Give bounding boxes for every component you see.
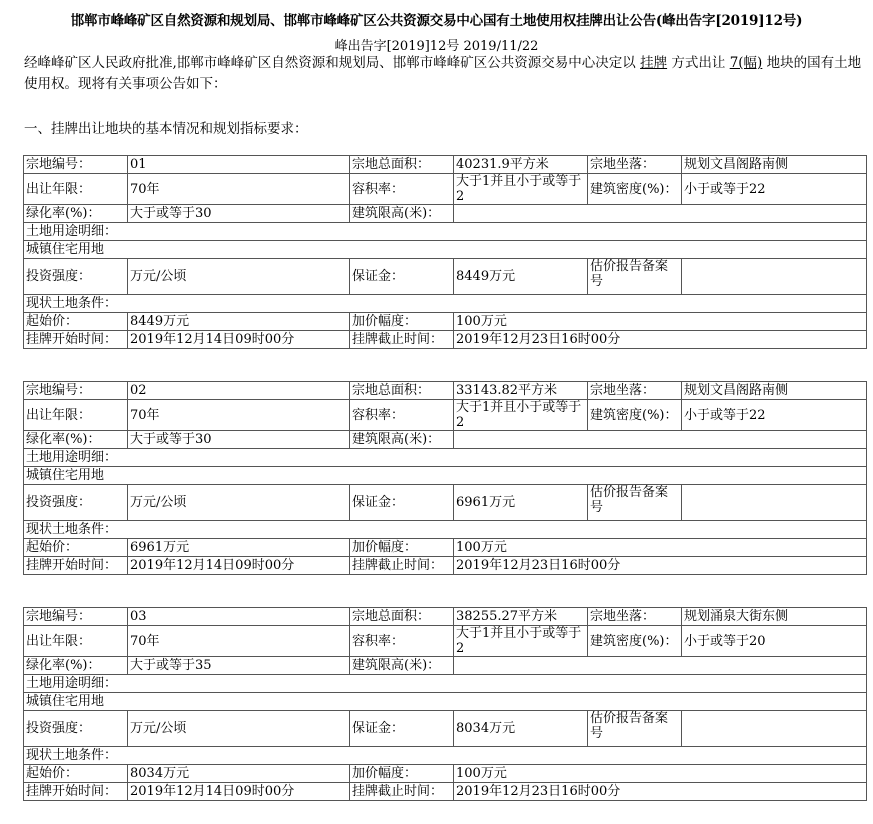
table-row <box>24 557 867 575</box>
height-label: 建筑限高(米)： <box>350 205 454 223</box>
table-row <box>24 467 867 485</box>
height-label: 建筑限高(米)： <box>350 431 454 449</box>
term-label: 出让年限： <box>24 626 128 657</box>
deposit-value: 8449万元 <box>454 259 588 295</box>
appraisal-label: 估价报告备案号 <box>588 259 682 295</box>
density-value: 小于或等于20 <box>682 626 867 657</box>
lot-table-01 <box>23 155 867 349</box>
location-label: 宗地坐落： <box>588 156 682 174</box>
table-row <box>24 449 867 467</box>
use-label: 土地用途明细： <box>24 449 867 467</box>
location-label: 宗地坐落： <box>588 608 682 626</box>
term-value: 70年 <box>128 174 350 205</box>
invest-value: 万元/公顷 <box>128 259 350 295</box>
intro-text-middle: 方式出让 <box>667 55 730 71</box>
section-heading-1: 一、挂牌出让地块的基本情况和规划指标要求： <box>24 121 308 137</box>
appraisal-value <box>682 711 867 747</box>
start-time-value: 2019年12月14日09时00分 <box>128 783 350 801</box>
invest-value: 万元/公顷 <box>128 485 350 521</box>
far-value: 大于1并且小于或等于2 <box>454 400 588 431</box>
far-value: 大于1并且小于或等于2 <box>454 174 588 205</box>
term-label: 出让年限： <box>24 174 128 205</box>
location-value: 规划文昌阁路南侧 <box>682 156 867 174</box>
increment-label: 加价幅度： <box>350 765 454 783</box>
start-price-value: 8034万元 <box>128 765 350 783</box>
start-price-value: 6961万元 <box>128 539 350 557</box>
density-label: 建筑密度(%)： <box>588 400 682 431</box>
use-label: 土地用途明细： <box>24 223 867 241</box>
lot-table-02 <box>23 381 867 575</box>
use-value: 城镇住宅用地 <box>24 467 867 485</box>
table-row <box>24 711 867 747</box>
appraisal-value <box>682 259 867 295</box>
table-row <box>24 223 867 241</box>
deposit-label: 保证金： <box>350 259 454 295</box>
lot-table-03 <box>23 607 867 801</box>
green-value: 大于或等于35 <box>128 657 350 675</box>
table-row <box>24 675 867 693</box>
area-label: 宗地总面积： <box>350 156 454 174</box>
end-time-label: 挂牌截止时间： <box>350 331 454 349</box>
intro-method: 挂牌 <box>640 55 668 71</box>
table-row <box>24 431 867 449</box>
start-price-value: 8449万元 <box>128 313 350 331</box>
deposit-value: 6961万元 <box>454 485 588 521</box>
table-row <box>24 313 867 331</box>
height-label: 建筑限高(米)： <box>350 657 454 675</box>
deposit-label: 保证金： <box>350 485 454 521</box>
use-value: 城镇住宅用地 <box>24 693 867 711</box>
height-value <box>454 657 867 675</box>
intro-paragraph <box>24 53 864 95</box>
height-value <box>454 431 867 449</box>
far-value: 大于1并且小于或等于2 <box>454 626 588 657</box>
area-value: 38255.27平方米 <box>454 608 588 626</box>
location-label: 宗地坐落： <box>588 382 682 400</box>
use-value: 城镇住宅用地 <box>24 241 867 259</box>
start-price-label: 起始价： <box>24 765 128 783</box>
table-row <box>24 608 867 626</box>
term-value: 70年 <box>128 626 350 657</box>
appraisal-label: 估价报告备案号 <box>588 711 682 747</box>
end-time-value: 2019年12月23日16时00分 <box>454 331 867 349</box>
start-time-value: 2019年12月14日09时00分 <box>128 557 350 575</box>
table-row <box>24 174 867 205</box>
term-value: 70年 <box>128 400 350 431</box>
condition-label: 现状土地条件： <box>24 747 867 765</box>
increment-label: 加价幅度： <box>350 539 454 557</box>
increment-value: 100万元 <box>454 765 867 783</box>
lot-no-label: 宗地编号： <box>24 156 128 174</box>
intro-text-after: 地块的国有土地使用权。现将有关事项公告如下： <box>24 55 862 92</box>
far-label: 容积率： <box>350 174 454 205</box>
table-row <box>24 156 867 174</box>
increment-value: 100万元 <box>454 539 867 557</box>
end-time-label: 挂牌截止时间： <box>350 783 454 801</box>
table-row <box>24 693 867 711</box>
start-time-label: 挂牌开始时间： <box>24 331 128 349</box>
density-label: 建筑密度(%)： <box>588 626 682 657</box>
page-title: 邯郸市峰峰矿区自然资源和规划局、邯郸市峰峰矿区公共资源交易中心国有土地使用权挂牌出让公告(峰出告字[2019]12号) <box>70 13 803 29</box>
table-row <box>24 747 867 765</box>
term-label: 出让年限： <box>24 400 128 431</box>
green-label: 绿化率(%)： <box>24 205 128 223</box>
table-row <box>24 259 867 295</box>
start-time-value: 2019年12月14日09时00分 <box>128 331 350 349</box>
table-row <box>24 657 867 675</box>
area-value: 33143.82平方米 <box>454 382 588 400</box>
table-row <box>24 241 867 259</box>
height-value <box>454 205 867 223</box>
table-row <box>24 485 867 521</box>
table-row <box>24 382 867 400</box>
area-value: 40231.9平方米 <box>454 156 588 174</box>
condition-label: 现状土地条件： <box>24 521 867 539</box>
density-value: 小于或等于22 <box>682 174 867 205</box>
density-value: 小于或等于22 <box>682 400 867 431</box>
end-time-label: 挂牌截止时间： <box>350 557 454 575</box>
table-row <box>24 626 867 657</box>
document-number-date: 峰出告字[2019]12号 2019/11/22 <box>334 39 539 54</box>
far-label: 容积率： <box>350 626 454 657</box>
appraisal-value <box>682 485 867 521</box>
increment-label: 加价幅度： <box>350 313 454 331</box>
use-label: 土地用途明细： <box>24 675 867 693</box>
table-row <box>24 521 867 539</box>
lot-no-value: 01 <box>128 156 350 174</box>
invest-label: 投资强度： <box>24 485 128 521</box>
table-row <box>24 331 867 349</box>
invest-label: 投资强度： <box>24 259 128 295</box>
density-label: 建筑密度(%)： <box>588 174 682 205</box>
intro-count: 7(幅) <box>729 55 763 71</box>
deposit-label: 保证金： <box>350 711 454 747</box>
start-time-label: 挂牌开始时间： <box>24 557 128 575</box>
area-label: 宗地总面积： <box>350 382 454 400</box>
lot-no-value: 02 <box>128 382 350 400</box>
increment-value: 100万元 <box>454 313 867 331</box>
green-label: 绿化率(%)： <box>24 657 128 675</box>
far-label: 容积率： <box>350 400 454 431</box>
appraisal-label: 估价报告备案号 <box>588 485 682 521</box>
table-row <box>24 783 867 801</box>
table-row <box>24 295 867 313</box>
lot-no-value: 03 <box>128 608 350 626</box>
location-value: 规划文昌阁路南侧 <box>682 382 867 400</box>
table-row <box>24 765 867 783</box>
table-row <box>24 539 867 557</box>
intro-text-before: 经峰峰矿区人民政府批准,邯郸市峰峰矿区自然资源和规划局、邯郸市峰峰矿区公共资源交易中心决定以 <box>24 55 641 71</box>
start-time-label: 挂牌开始时间： <box>24 783 128 801</box>
deposit-value: 8034万元 <box>454 711 588 747</box>
green-value: 大于或等于30 <box>128 431 350 449</box>
green-label: 绿化率(%)： <box>24 431 128 449</box>
start-price-label: 起始价： <box>24 313 128 331</box>
table-row <box>24 400 867 431</box>
green-value: 大于或等于30 <box>128 205 350 223</box>
invest-value: 万元/公顷 <box>128 711 350 747</box>
start-price-label: 起始价： <box>24 539 128 557</box>
invest-label: 投资强度： <box>24 711 128 747</box>
table-row <box>24 205 867 223</box>
area-label: 宗地总面积： <box>350 608 454 626</box>
end-time-value: 2019年12月23日16时00分 <box>454 783 867 801</box>
location-value: 规划涌泉大街东侧 <box>682 608 867 626</box>
end-time-value: 2019年12月23日16时00分 <box>454 557 867 575</box>
lot-no-label: 宗地编号： <box>24 608 128 626</box>
lot-no-label: 宗地编号： <box>24 382 128 400</box>
condition-label: 现状土地条件： <box>24 295 867 313</box>
